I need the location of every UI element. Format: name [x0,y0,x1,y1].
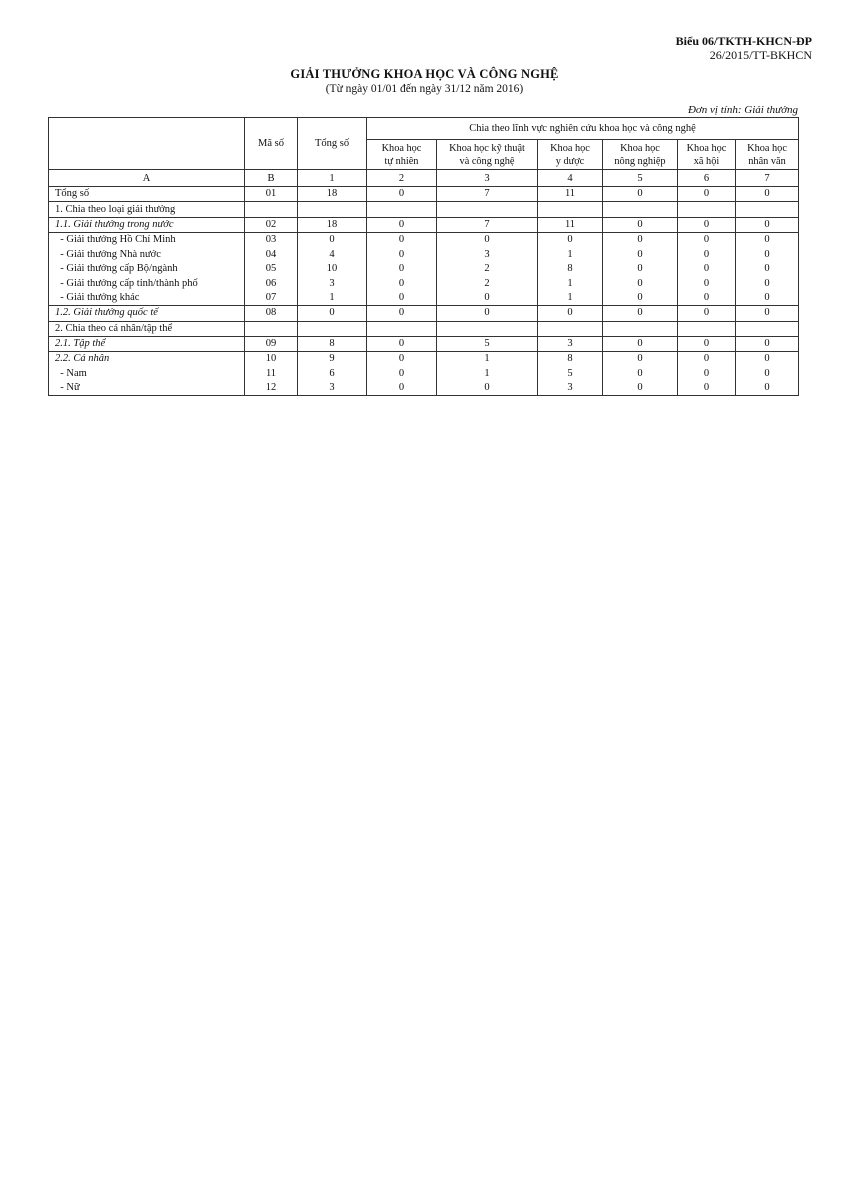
row-value: 0 [603,233,678,248]
header-field-line1: Khoa học [381,142,422,154]
row-label: - Giải thưởng cấp tỉnh/thành phố [49,276,245,290]
table-row [49,321,799,336]
row-value: 18 [298,217,367,232]
row-value: 0 [298,306,367,321]
header-ma-so: Mã số [245,118,298,170]
row-code: 08 [245,306,298,321]
row-code: 02 [245,217,298,232]
row-value: 3 [538,381,603,396]
row-label: 1.2. Giải thưởng quốc tế [49,306,245,321]
row-value [538,321,603,336]
table-row [49,248,799,262]
awards-table [48,117,799,396]
row-value: 0 [367,248,437,262]
row-value: 0 [678,367,736,381]
row-value: 0 [678,291,736,306]
row-code [245,321,298,336]
table-row [49,306,799,321]
row-value: 0 [736,187,799,202]
table-row [49,291,799,306]
table-row [49,276,799,290]
page-title: GIẢI THƯỞNG KHOA HỌC VÀ CÔNG NGHỆ [290,67,559,81]
index-cell: B [245,170,298,187]
row-code: 06 [245,276,298,290]
row-value: 1 [538,291,603,306]
row-label: Tổng số [49,187,245,202]
row-value: 0 [367,367,437,381]
row-value: 0 [603,381,678,396]
row-code: 11 [245,367,298,381]
row-value: 0 [367,291,437,306]
header-field-line2: y dược [555,155,585,167]
row-value: 3 [298,276,367,290]
row-value: 8 [538,352,603,367]
row-value: 11 [538,217,603,232]
row-value: 0 [736,217,799,232]
header-field-5 [678,140,736,170]
header-field-line2: xã hội [693,155,720,167]
unit-label: Đơn vị tính: Giải thưởng [687,104,798,116]
header-field-line1: Khoa học [686,142,727,154]
row-value: 4 [298,248,367,262]
row-value: 9 [298,352,367,367]
row-value: 0 [678,233,736,248]
row-value: 0 [603,276,678,290]
row-code: 09 [245,336,298,351]
row-value: 0 [678,248,736,262]
row-value [538,202,603,217]
row-value: 7 [437,217,538,232]
row-value: 0 [603,306,678,321]
header-field-line2: nông nghiệp [614,155,666,167]
row-value [678,202,736,217]
row-label: - Giải thưởng khác [49,291,245,306]
index-cell: A [49,170,245,187]
row-value: 0 [736,262,799,276]
row-value: 0 [367,262,437,276]
row-value: 0 [367,352,437,367]
row-value: 0 [603,262,678,276]
table-row [49,381,799,396]
row-value: 8 [298,336,367,351]
row-value: 5 [437,336,538,351]
row-value [367,202,437,217]
row-value: 6 [298,367,367,381]
row-value: 0 [367,336,437,351]
row-value [298,202,367,217]
row-value: 11 [538,187,603,202]
row-code: 07 [245,291,298,306]
header-field-line2: nhân văn [748,155,786,167]
row-value: 0 [367,233,437,248]
header-field-2 [437,140,538,170]
row-value: 2 [437,262,538,276]
row-code: 10 [245,352,298,367]
row-value: 3 [298,381,367,396]
row-label: 2.1. Tập thể [49,336,245,351]
table-row [49,336,799,351]
row-value: 0 [437,233,538,248]
table-row [49,187,799,202]
header-field-4 [603,140,678,170]
row-label: - Nam [49,367,245,381]
row-value: 2 [437,276,538,290]
row-value: 18 [298,187,367,202]
row-value: 10 [298,262,367,276]
header-field-line2: tự nhiên [384,155,419,167]
row-value [678,321,736,336]
row-value: 0 [678,352,736,367]
form-code-line2: 26/2015/TT-BKHCN [709,48,812,62]
header-field-group: Chia theo lĩnh vực nghiên cứu khoa học và công nghệ [367,118,799,140]
row-value [437,202,538,217]
row-value: 1 [298,291,367,306]
row-value: 5 [538,367,603,381]
row-code: 12 [245,381,298,396]
row-label: 1. Chia theo loại giải thưởng [49,202,245,217]
row-value: 1 [437,352,538,367]
row-value: 0 [736,352,799,367]
index-cell: 6 [678,170,736,187]
header-field-1 [367,140,437,170]
row-value: 1 [538,248,603,262]
table-row [49,217,799,232]
row-value [736,321,799,336]
form-code [676,34,812,62]
row-code: 04 [245,248,298,262]
row-value: 1 [437,367,538,381]
row-label: 2.2. Cá nhân [49,352,245,367]
row-label: - Giải thưởng Nhà nước [49,248,245,262]
row-value: 0 [603,217,678,232]
row-value: 0 [603,367,678,381]
row-value: 0 [538,233,603,248]
index-cell: 5 [603,170,678,187]
row-code [245,202,298,217]
table-row [49,202,799,217]
row-value [298,321,367,336]
row-value: 0 [678,336,736,351]
row-label: 2. Chia theo cá nhân/tập thể [49,321,245,336]
row-value: 0 [603,352,678,367]
row-value [603,202,678,217]
row-value: 0 [367,306,437,321]
header-field-line1: Khoa học [747,142,787,154]
header-field-6 [736,140,799,170]
row-value: 0 [678,381,736,396]
index-cell: 2 [367,170,437,187]
table-row [49,262,799,276]
row-value: 0 [603,187,678,202]
table-row [49,352,799,367]
row-value: 0 [367,217,437,232]
row-value: 0 [678,187,736,202]
row-value: 0 [678,306,736,321]
row-value: 8 [538,262,603,276]
row-value: 0 [736,276,799,290]
row-value [437,321,538,336]
row-value: 0 [603,248,678,262]
row-value: 0 [437,306,538,321]
row-value: 0 [437,291,538,306]
header-blank [49,118,245,170]
row-value: 0 [603,291,678,306]
row-value: 0 [437,381,538,396]
row-value [603,321,678,336]
table-row [49,367,799,381]
row-label: 1.1. Giải thưởng trong nước [49,217,245,232]
row-value [736,202,799,217]
table-row [49,233,799,248]
header-field-line1: Khoa học [620,142,660,154]
row-code: 05 [245,262,298,276]
row-value: 0 [538,306,603,321]
row-value: 3 [437,248,538,262]
row-value: 0 [678,217,736,232]
row-label: - Giải thưởng Hồ Chí Minh [49,233,245,248]
row-value: 0 [736,248,799,262]
header-field-3 [538,140,603,170]
index-cell: 7 [736,170,799,187]
row-value: 0 [736,233,799,248]
row-value: 0 [736,367,799,381]
row-value: 3 [538,336,603,351]
row-value: 0 [678,276,736,290]
index-cell: 3 [437,170,538,187]
index-cell: 4 [538,170,603,187]
row-value: 0 [367,381,437,396]
row-value: 1 [538,276,603,290]
row-value: 7 [437,187,538,202]
row-label: - Nữ [49,381,245,396]
header-field-line1: Khoa học kỹ thuật [449,142,525,154]
row-value: 0 [736,306,799,321]
row-value: 0 [736,291,799,306]
row-value: 0 [736,381,799,396]
index-cell: 1 [298,170,367,187]
row-code: 01 [245,187,298,202]
form-code-line1: Biểu 06/TKTH-KHCN-ĐP [675,34,812,48]
row-value: 0 [736,336,799,351]
row-value: 0 [298,233,367,248]
row-value: 0 [678,262,736,276]
row-label: - Giải thưởng cấp Bộ/ngành [49,262,245,276]
row-value: 0 [367,276,437,290]
row-value: 0 [603,336,678,351]
row-value: 0 [367,187,437,202]
header-field-line2: và công nghệ [459,155,515,167]
header-field-line1: Khoa học [550,142,590,154]
row-value [367,321,437,336]
page-subtitle: (Từ ngày 01/01 đến ngày 31/12 năm 2016) [325,83,524,95]
row-code: 03 [245,233,298,248]
header-tong-so: Tổng số [298,118,367,170]
